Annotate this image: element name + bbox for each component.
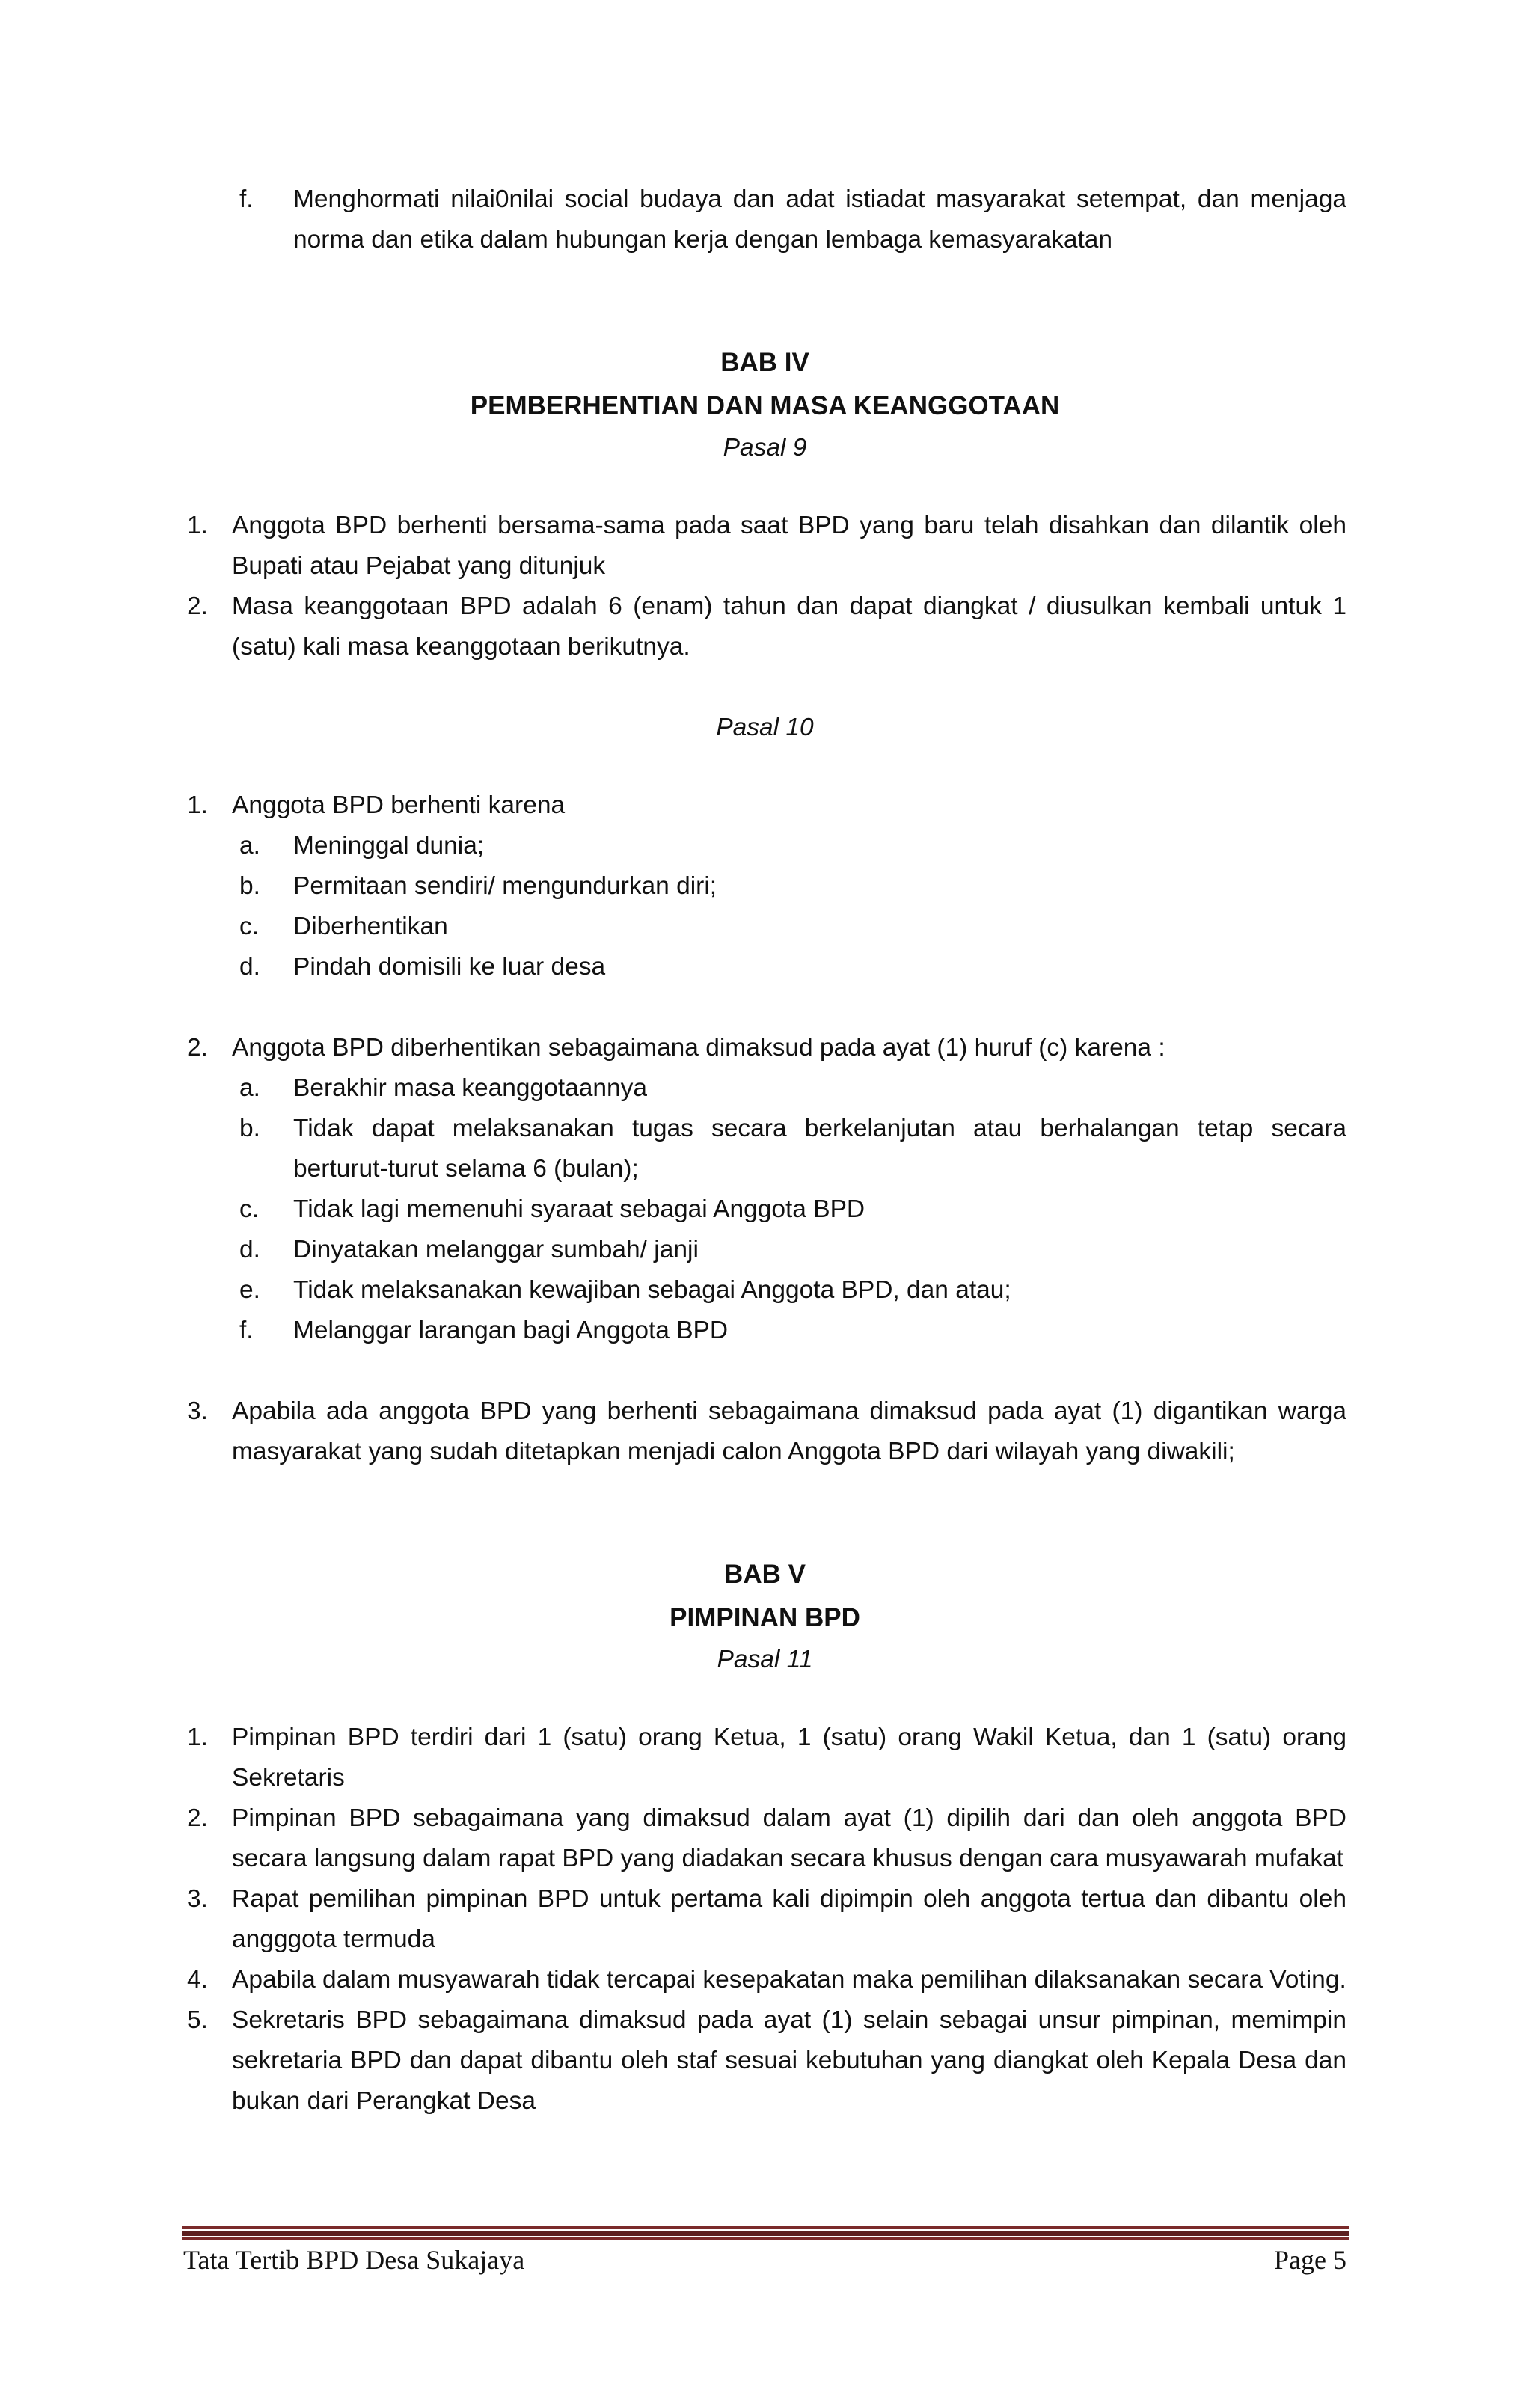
list-text: Rapat pemilihan pimpinan BPD untuk pertama kali dipimpin oleh anggota tertua dan dibantu oleh angggota termuda	[232, 1885, 1346, 1953]
list-text: Berakhir masa keanggotaannya	[293, 1074, 648, 1102]
list-item	[183, 180, 1346, 260]
page-content	[183, 180, 1346, 2121]
spacer	[183, 987, 1346, 1028]
spacer	[183, 1472, 1346, 1553]
list-marker: a.	[239, 1074, 260, 1102]
footer-divider	[182, 2226, 1349, 2240]
list-marker: 2.	[187, 1804, 208, 1832]
chapter-subtitle: PIMPINAN BPD	[670, 1603, 860, 1632]
list-marker: e.	[239, 1276, 260, 1304]
list-text: Anggota BPD berhenti bersama-sama pada saat BPD yang baru telah disahkan dan dilantik oleh Bupati atau Pejabat yang ditunjuk	[232, 512, 1346, 580]
list-text: Anggota BPD berhenti karena	[232, 791, 566, 819]
list-item	[183, 586, 1346, 667]
list-marker: a.	[239, 832, 260, 860]
list-item	[183, 1391, 1346, 1472]
list-marker: 2.	[187, 1034, 208, 1061]
spacer	[183, 667, 1346, 708]
list-text: Permitaan sendiri/ mengundurkan diri;	[293, 872, 717, 900]
article-heading: Pasal 9	[723, 434, 807, 462]
sub-list-item	[183, 826, 1346, 866]
list-text: Tidak melaksanakan kewajiban sebagai Anggota BPD, dan atau;	[293, 1276, 1011, 1304]
list-marker: d.	[239, 1236, 260, 1263]
list-marker: f.	[239, 186, 254, 213]
list-marker: 2.	[187, 592, 208, 620]
sub-list-item	[183, 1270, 1346, 1311]
list-marker: 1.	[187, 512, 208, 539]
list-item	[183, 785, 1346, 826]
page-footer	[183, 2244, 1346, 2276]
list-item	[183, 1718, 1346, 1798]
list-marker: 1.	[187, 1724, 208, 1751]
list-marker: 1.	[187, 791, 208, 819]
list-item	[183, 1028, 1346, 1068]
spacer	[183, 260, 1346, 341]
spacer	[183, 1680, 1346, 1718]
list-marker: f.	[239, 1317, 254, 1344]
sub-list-item	[183, 907, 1346, 947]
list-marker: 3.	[187, 1885, 208, 1913]
list-text: Masa keanggotaan BPD adalah 6 (enam) tahun dan dapat diangkat / diusulkan kembali untuk 1 (satu) kali masa keanggotaan berikutnya.	[232, 592, 1346, 661]
list-text: Apabila ada anggota BPD yang berhenti sebagaimana dimaksud pada ayat (1) digantikan warga masyarakat yang sudah ditetapkan menjadi calon Anggota BPD dari wilayah yang diwakili;	[232, 1397, 1346, 1465]
sub-list-item	[183, 1311, 1346, 1351]
sub-list-item	[183, 1109, 1346, 1189]
sub-list-item	[183, 1068, 1346, 1109]
list-item	[183, 506, 1346, 586]
list-marker: c.	[239, 1195, 260, 1223]
list-item	[183, 2000, 1346, 2121]
list-marker: 5.	[187, 2006, 208, 2034]
list-item	[183, 1798, 1346, 1879]
list-text: Apabila dalam musyawarah tidak tercapai kesepakatan maka pemilihan dilaksanakan secara Voting.	[232, 1966, 1346, 1994]
list-item	[183, 1960, 1346, 2000]
list-text: Pindah domisili ke luar desa	[293, 953, 606, 981]
list-marker: d.	[239, 953, 260, 981]
footer-page-number: Page 5	[1274, 2245, 1346, 2275]
spacer	[183, 468, 1346, 506]
sub-list-item	[183, 1189, 1346, 1230]
list-text: Anggota BPD diberhentikan sebagaimana dimaksud pada ayat (1) huruf (c) karena :	[232, 1034, 1165, 1061]
sub-list-item	[183, 1230, 1346, 1270]
list-text: Melanggar larangan bagi Anggota BPD	[293, 1317, 729, 1344]
footer-document-title: Tata Tertib BPD Desa Sukajaya	[183, 2245, 525, 2275]
list-item	[183, 1879, 1346, 1960]
chapter-subtitle: PEMBERHENTIAN DAN MASA KEANGGOTAAN	[470, 391, 1060, 420]
list-marker: b.	[239, 1115, 260, 1142]
spacer	[183, 748, 1346, 785]
list-marker: 3.	[187, 1397, 208, 1425]
list-text: Pimpinan BPD sebagaimana yang dimaksud dalam ayat (1) dipilih dari dan oleh anggota BPD secara langsung dalam rapat BPD yang diadakan secara khusus dengan cara musyawarah mufakat	[232, 1804, 1346, 1872]
list-marker: 4.	[187, 1966, 208, 1994]
chapter-title: BAB V	[724, 1560, 806, 1589]
list-text: Menghormati nilai0nilai social budaya dan adat istiadat masyarakat setempat, dan menjaga norma dan etika dalam hubungan kerja dengan lembaga kemasyarakatan	[293, 186, 1346, 254]
list-text: Tidak dapat melaksanakan tugas secara berkelanjutan atau berhalangan tetap secara berturut-turut selama 6 (bulan);	[293, 1115, 1346, 1183]
chapter-title: BAB IV	[720, 348, 809, 377]
article-heading: Pasal 11	[717, 1646, 813, 1673]
list-text: Dinyatakan melanggar sumbah/ janji	[293, 1236, 699, 1263]
list-marker: c.	[239, 913, 260, 940]
sub-list-item	[183, 866, 1346, 907]
list-text: Tidak lagi memenuhi syaraat sebagai Anggota BPD	[293, 1195, 865, 1223]
sub-list-item	[183, 947, 1346, 987]
list-text: Meninggal dunia;	[293, 832, 485, 860]
list-text: Pimpinan BPD terdiri dari 1 (satu) orang Ketua, 1 (satu) orang Wakil Ketua, dan 1 (satu) orang Sekretaris	[232, 1724, 1346, 1792]
spacer	[183, 1351, 1346, 1391]
list-text: Diberhentikan	[293, 913, 448, 940]
list-text: Sekretaris BPD sebagaimana dimaksud pada ayat (1) selain sebagai unsur pimpinan, memimpin sekretaria BPD dan dapat dibantu oleh staf sesuai kebutuhan yang diangkat oleh Kepala Desa dan bukan dari Perangkat Desa	[232, 2006, 1346, 2115]
article-heading: Pasal 10	[716, 714, 814, 741]
list-marker: b.	[239, 872, 260, 900]
